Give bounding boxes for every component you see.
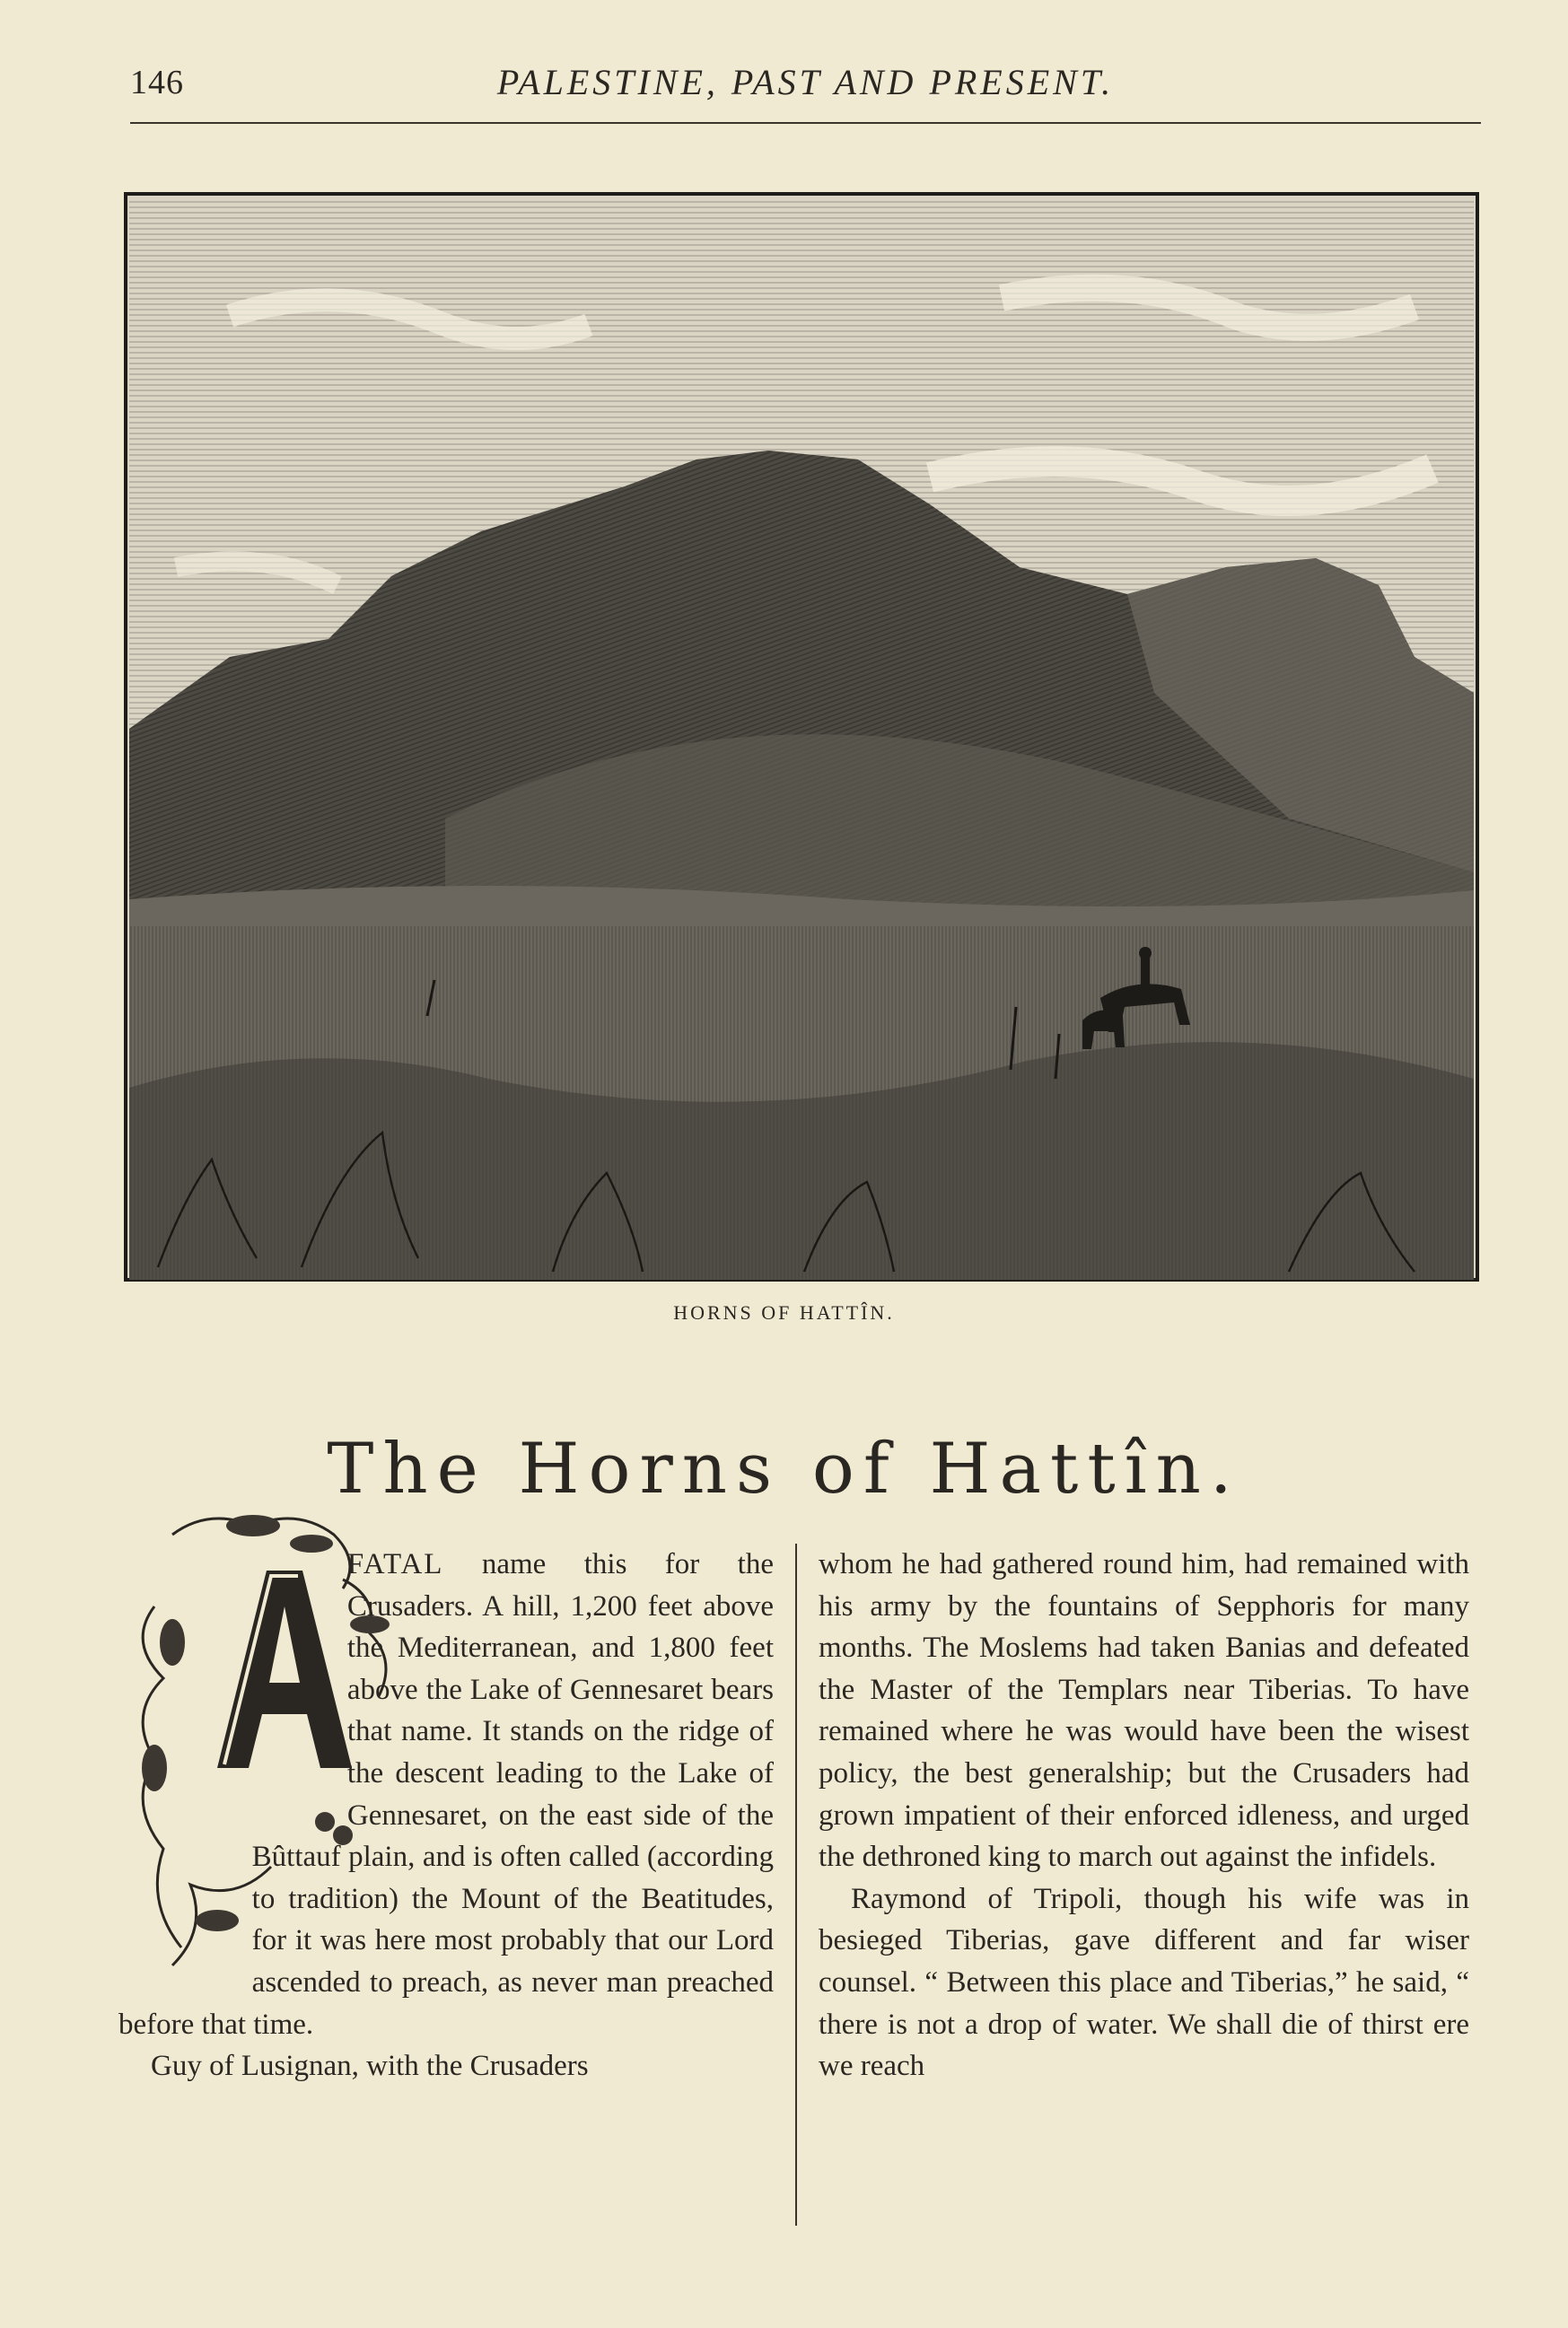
paragraph-2: Guy of Lusignan, with the Crusaders <box>151 2050 589 2083</box>
page-number: 146 <box>130 64 184 101</box>
running-head <box>130 56 1481 109</box>
running-title: PALESTINE, PAST AND PRESENT. <box>496 62 1115 102</box>
paragraph-4: Raymond of Tripoli, though his wife was in besieged Tiberias, gave different and far wiser counsel. “ Between this place and Tiberias,” he said, “ there is not a drop of water. We shall die of thirst ere we reach <box>819 1882 1469 2083</box>
column-divider <box>795 1544 797 2226</box>
left-column <box>118 1544 774 2087</box>
engraving-mountain-landscape-icon <box>122 190 1481 1283</box>
figure-caption: HORNS OF HATTÎN. <box>673 1301 895 1324</box>
right-column <box>819 1544 1469 2087</box>
paragraph-3: whom he had gathered round him, had remained with his army by the fountains of Sepphoris for many months. The Moslems had taken Banias and defeated the Master of the Templars near Tiberias. To have remained where he was would have been the wisest policy, the best generalship; but the Crusaders had grown impatient of their enforced idleness, and urged the dethroned king to march out against the infidels. <box>819 1548 1469 1874</box>
engraving-figure <box>122 190 1481 1283</box>
paragraph-1-text: name this for the Crusaders. A hill, 1,200 feet above the Mediterranean, and 1,800 feet above the Lake of Gennesaret bears that name. It stands on the ridge of the descent leading to the Lake of Gennesaret, on the east side of the Bûttauf plain, and is often called (according to tradition) the Mount of the Beatitudes, for it was here most probably that our Lord ascended to preach, as never man preached before that time. <box>118 1548 774 2041</box>
header-rule <box>130 122 1481 124</box>
lead-word: FATAL <box>346 1548 444 1580</box>
section-title: The Horns of Hattîn. <box>327 1429 1241 1510</box>
